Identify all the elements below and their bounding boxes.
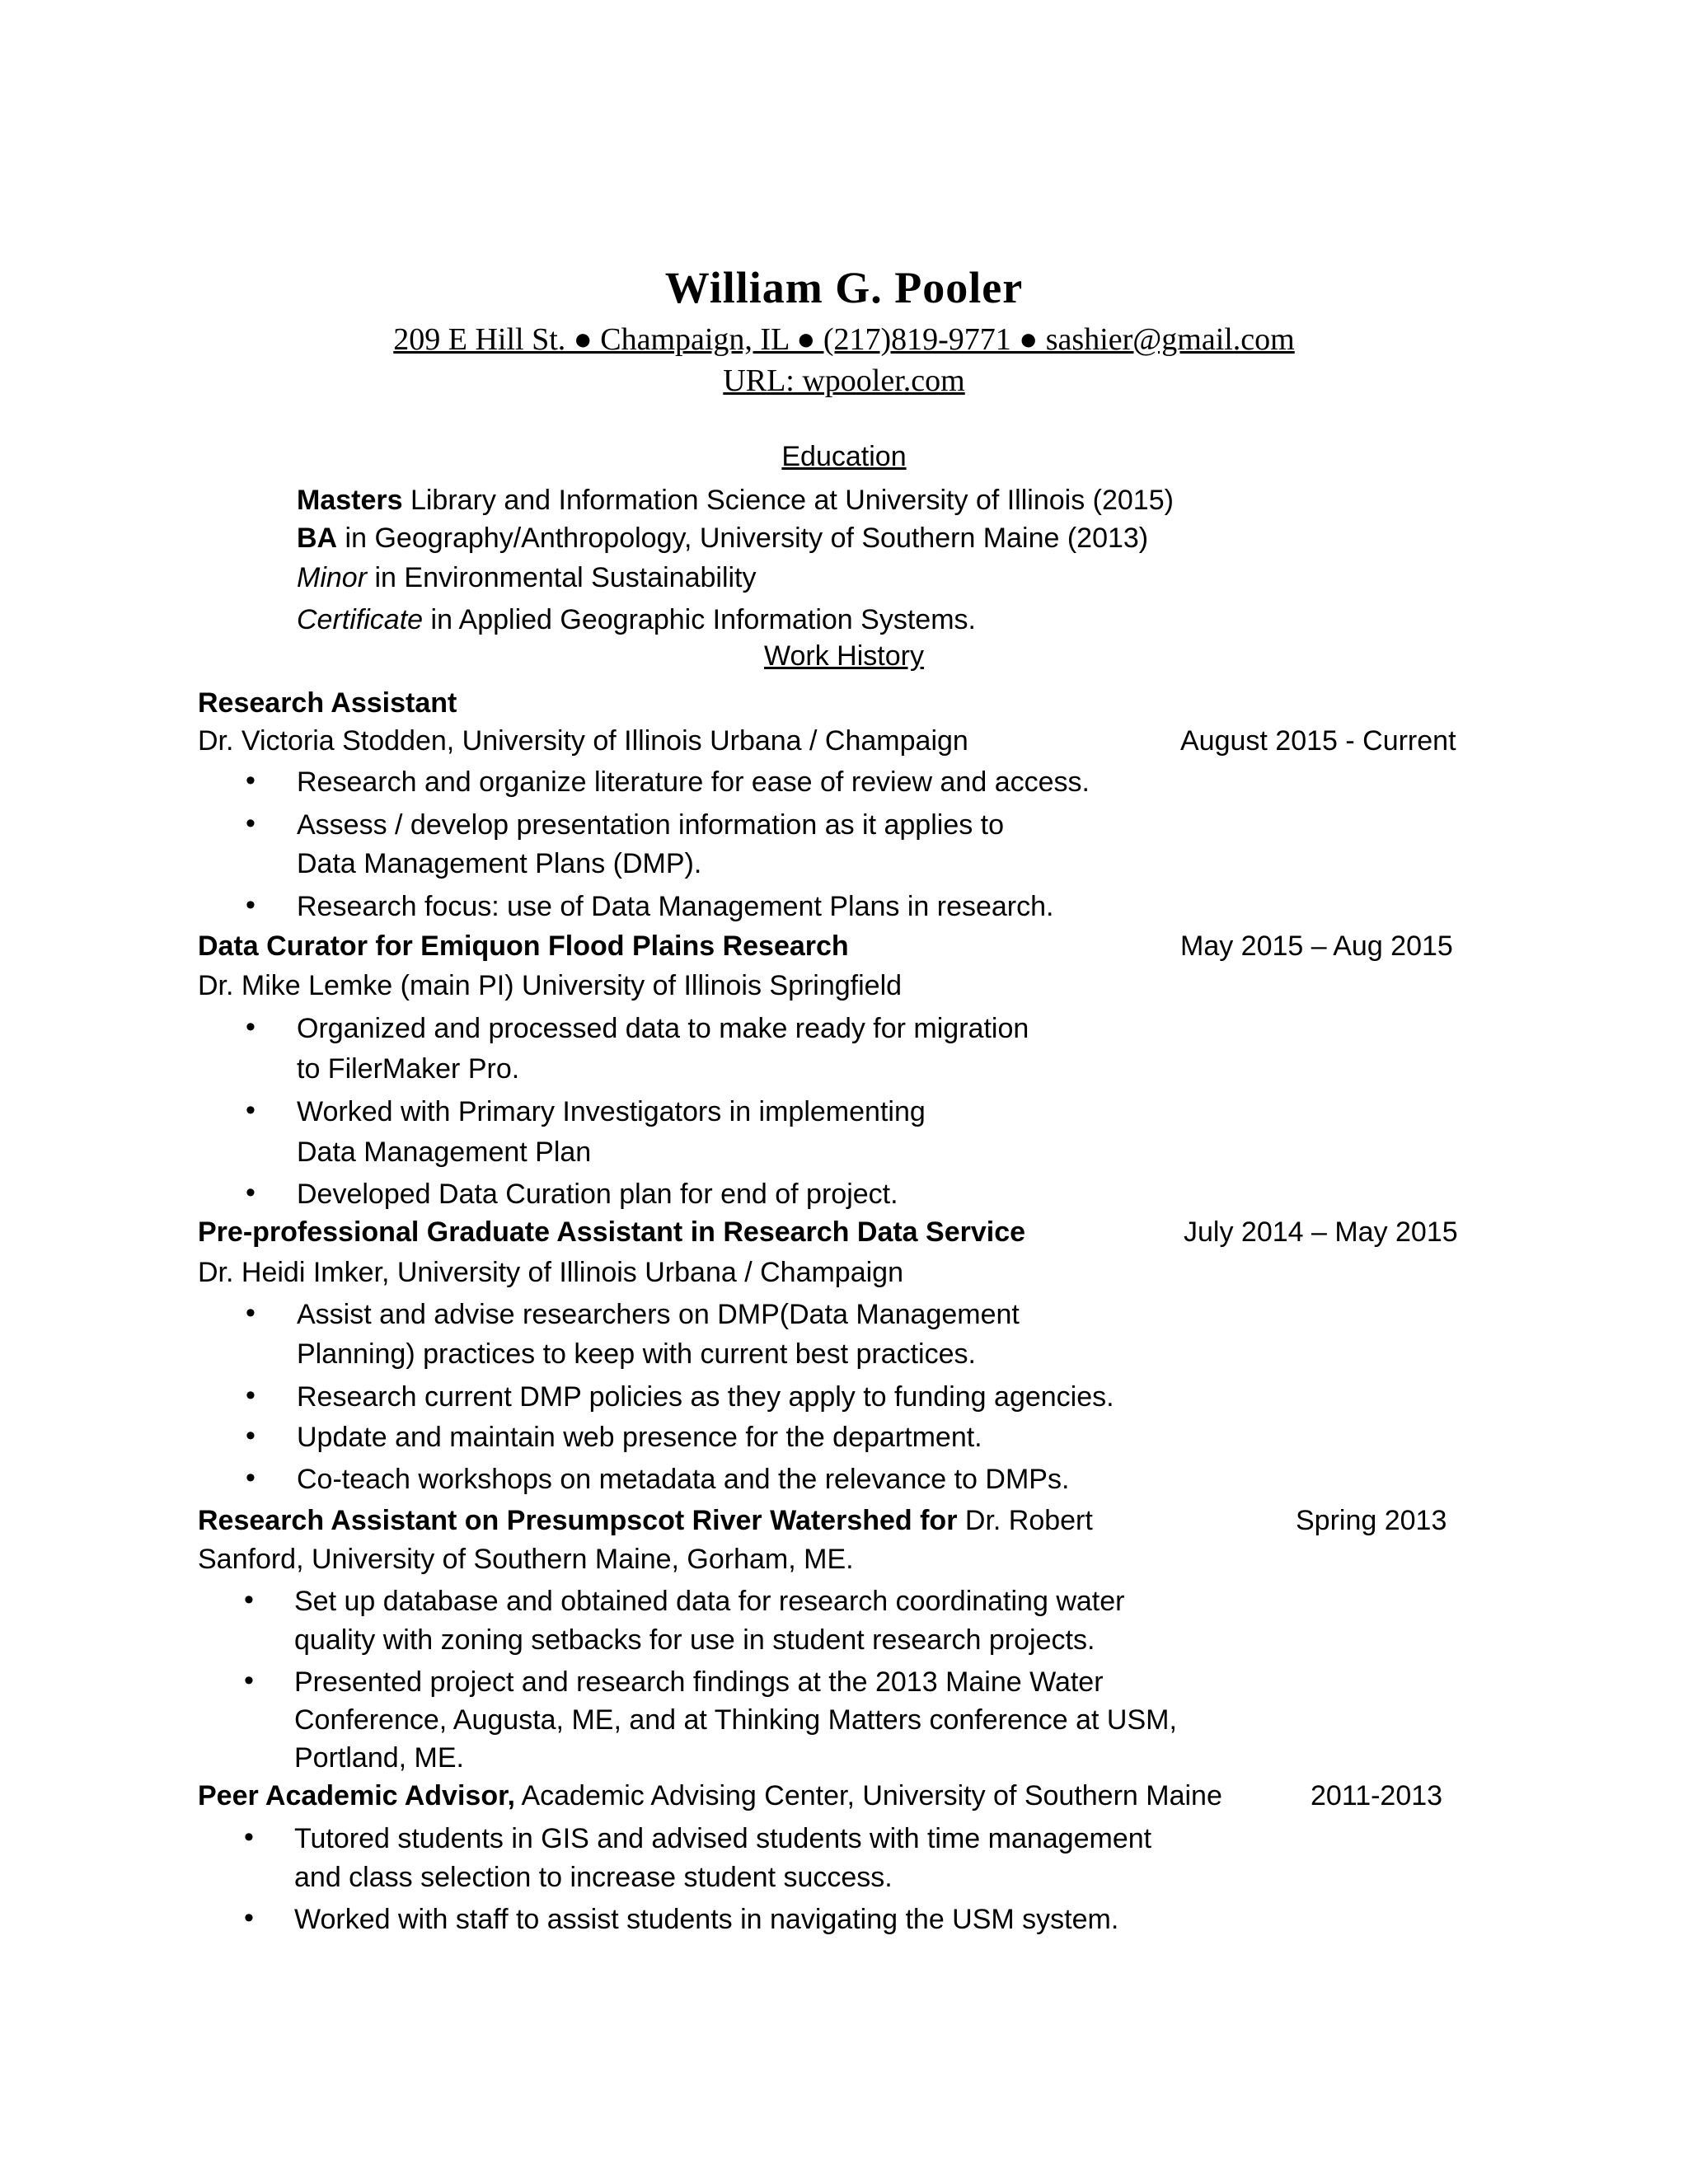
job-bullet-continued: quality with zoning setbacks for use in student research projects.: [294, 1624, 1095, 1656]
job-bullet: Research focus: use of Data Management Plans in research.: [297, 891, 1054, 922]
job-bullet: Tutored students in GIS and advised students with time management: [294, 1823, 1152, 1854]
education-line: [297, 485, 1174, 517]
job-bullet-continued: Conference, Augusta, ME, and at Thinking Matters conference at USM,: [294, 1704, 1177, 1736]
job-date: May 2015 – Aug 2015: [1180, 930, 1453, 962]
job-organization: Dr. Victoria Stodden, University of Illinois Urbana / Champaign: [198, 725, 968, 757]
job-date: August 2015 - Current: [1180, 725, 1456, 757]
bullet-icon: •: [246, 1297, 256, 1329]
job-title: Peer Academic Advisor,: [198, 1780, 515, 1811]
job-date: Spring 2013: [1296, 1505, 1447, 1536]
education-line: [297, 604, 976, 636]
job-bullet: Research current DMP policies as they apply to funding agencies.: [297, 1381, 1114, 1413]
bullet-icon: •: [246, 1420, 256, 1451]
job-bullet-continued: Portland, ME.: [294, 1742, 464, 1774]
job-organization: Dr. Heidi Imker, University of Illinois Urbana / Champaign: [198, 1257, 903, 1288]
bullet-icon: •: [246, 1380, 256, 1411]
bullet-icon: •: [246, 1462, 256, 1493]
job-bullet: Co-teach workshops on metadata and the relevance to DMPs.: [297, 1464, 1070, 1495]
education-degree: Masters: [297, 485, 403, 516]
job-bullet: Worked with staff to assist students in navigating the USM system.: [294, 1904, 1119, 1935]
contact-line: 209 E Hill St. ● Champaign, IL ● (217)819-9771 ● sashier@gmail.com: [393, 322, 1295, 357]
bullet-icon: •: [246, 1094, 256, 1126]
job-title-line: [198, 1780, 1222, 1812]
job-bullet-continued: to FilerMaker Pro.: [297, 1053, 520, 1085]
job-bullet: Worked with Primary Investigators in implementing: [297, 1096, 926, 1127]
job-title: Data Curator for Emiquon Flood Plains Research: [198, 930, 849, 962]
job-title: Research Assistant: [198, 687, 457, 719]
job-title-line: [198, 1505, 1093, 1537]
job-bullet-continued: Planning) practices to keep with current best practices.: [297, 1338, 976, 1370]
bullet-icon: •: [246, 1011, 256, 1043]
job-bullet-continued: Data Management Plans (DMP).: [297, 848, 702, 879]
job-bullet: Research and organize literature for ease of review and access.: [297, 766, 1090, 798]
bullet-icon: •: [246, 765, 256, 796]
education-heading: Education: [781, 441, 907, 472]
bullet-icon: •: [244, 1821, 254, 1853]
bullet-icon: •: [246, 808, 256, 839]
bullet-icon: •: [244, 1665, 254, 1696]
job-bullet-continued: Data Management Plan: [297, 1137, 592, 1168]
education-detail: Library and Information Science at University of Illinois (2015): [402, 485, 1174, 516]
job-title-rest: Academic Advising Center, University of Southern Maine: [514, 1780, 1222, 1811]
education-degree: Certificate: [297, 604, 424, 635]
job-bullet: Assess / develop presentation information as it applies to: [297, 809, 1005, 841]
website-url: URL: wpooler.com: [723, 363, 965, 398]
education-detail: in Environmental Sustainability: [367, 562, 757, 593]
job-bullet: Assist and advise researchers on DMP(Data Management: [297, 1299, 1020, 1330]
education-degree: BA: [297, 523, 338, 554]
bullet-icon: •: [244, 1584, 254, 1615]
job-bullet: Presented project and research findings at the 2013 Maine Water: [294, 1666, 1104, 1698]
education-detail: in Applied Geographic Information Systems.: [423, 604, 976, 635]
job-bullet: Update and maintain web presence for the department.: [297, 1422, 982, 1453]
education-degree: Minor: [297, 562, 368, 593]
job-bullet: Organized and processed data to make ready for migration: [297, 1013, 1029, 1044]
job-title: Research Assistant on Presumpscot River Watershed for: [198, 1505, 958, 1536]
job-title-rest: Dr. Robert: [957, 1505, 1093, 1536]
education-line: [297, 562, 757, 594]
bullet-icon: •: [246, 889, 256, 921]
job-bullet-continued: and class selection to increase student success.: [294, 1862, 893, 1893]
job-organization: Sanford, University of Southern Maine, Gorham, ME.: [198, 1544, 854, 1575]
job-date: July 2014 – May 2015: [1184, 1216, 1458, 1248]
bullet-icon: •: [246, 1177, 256, 1208]
education-line: [297, 523, 1148, 555]
applicant-name: William G. Pooler: [664, 263, 1024, 312]
job-bullet: Set up database and obtained data for research coordinating water: [294, 1586, 1125, 1617]
job-title: Pre-professional Graduate Assistant in Research Data Service: [198, 1216, 1026, 1248]
education-detail: in Geography/Anthropology, University of Southern Maine (2013): [337, 523, 1149, 554]
bullet-icon: •: [244, 1902, 254, 1933]
job-bullet: Developed Data Curation plan for end of project.: [297, 1179, 898, 1210]
job-organization: Dr. Mike Lemke (main PI) University of Illinois Springfield: [198, 970, 903, 1001]
work-history-heading: Work History: [764, 640, 924, 672]
job-date: 2011-2013: [1311, 1780, 1443, 1811]
